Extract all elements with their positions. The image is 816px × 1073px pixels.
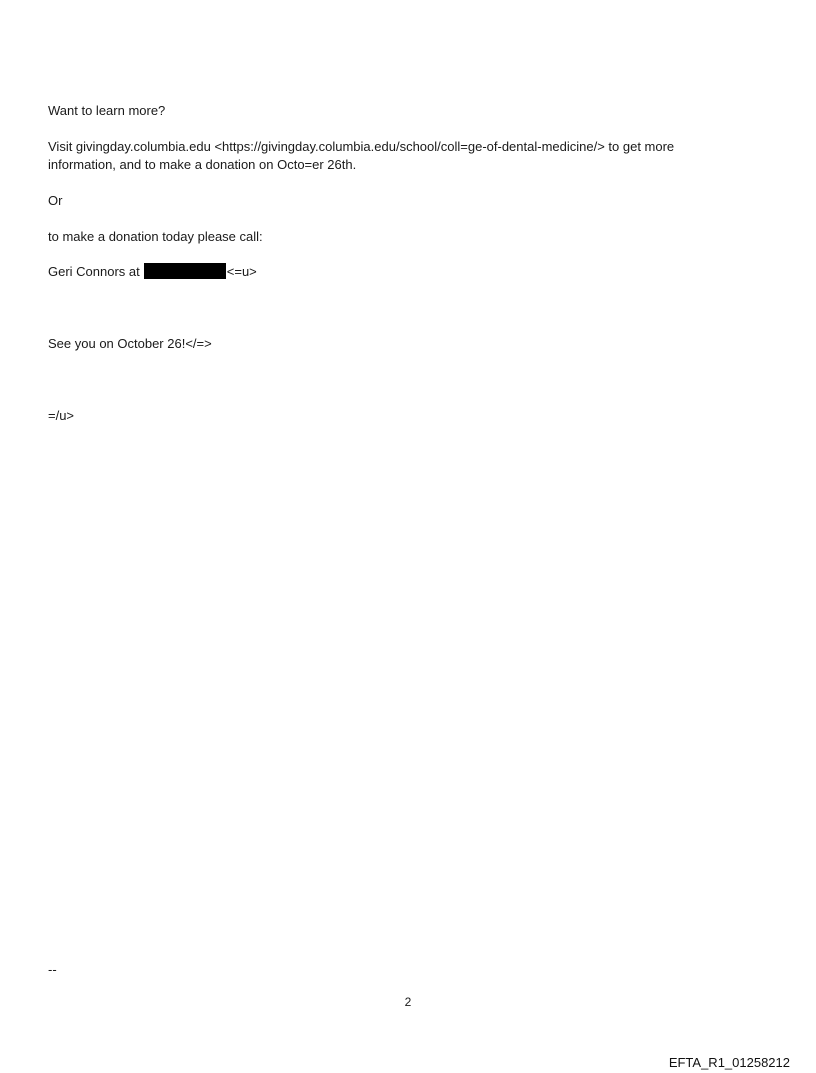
- see-you-text: See you on October 26!</=>: [48, 336, 212, 351]
- or-text: Or: [48, 193, 63, 208]
- heading-text: Want to learn more?: [48, 103, 166, 118]
- page-number: 2: [404, 995, 412, 1009]
- contact-suffix: <=u>: [226, 264, 257, 279]
- contact-line: [48, 263, 257, 281]
- separator-text: --: [48, 962, 57, 977]
- visit-text-line-2: information, and to make a donation on Octo=er 26th.: [48, 157, 357, 172]
- redaction-box: [144, 263, 226, 279]
- visit-text-line-1: Visit givingday.columbia.edu <https://givingday.columbia.edu/school/coll=ge-of-dental-medicine/> to get more: [48, 139, 675, 154]
- document-id: EFTA_R1_01258212: [668, 1055, 790, 1070]
- call-text: to make a donation today please call:: [48, 229, 263, 244]
- contact-prefix: Geri Connors at: [48, 264, 140, 279]
- closing-tag-text: =/u>: [48, 408, 75, 423]
